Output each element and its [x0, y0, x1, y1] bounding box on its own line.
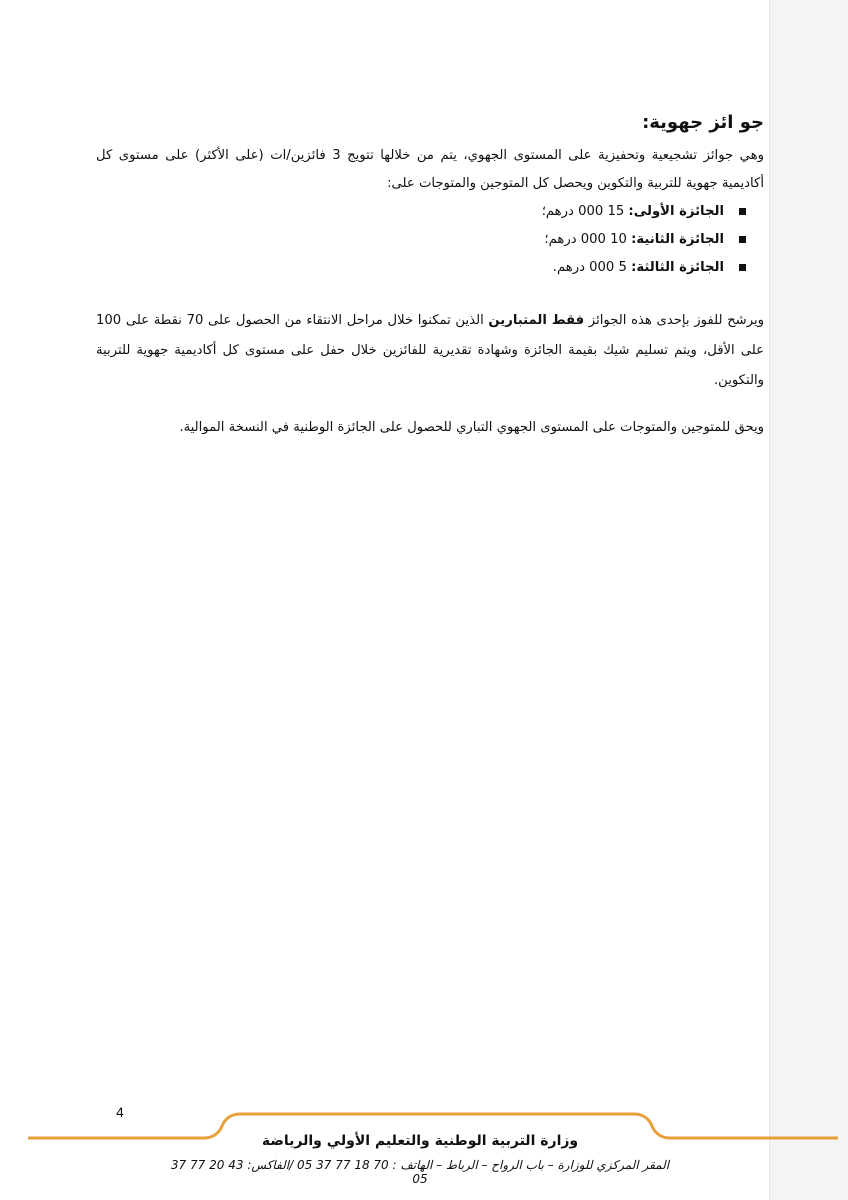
intro-paragraph: وهي جوائز تشجيعية وتحفيزية على المستوى الجهوي، يتم من خلالها تتويج 3 فائزين/ات (على الأكثر) على مستوى كل أكاديمية جهوية للتربية والتكوين ويحصل كل المتوجين والمتوجات على: [96, 148, 764, 191]
prize-value: 5 000 درهم. [552, 260, 627, 275]
eligibility-paragraph [96, 306, 764, 396]
eligibility-text-end: الذين تمكنوا خلال مراحل الانتقاء من الحصول على 70 نقطة على 100 على الأقل، ويتم تسليم شيك بقيمة الجائزة وشهادة تقديرية للفائزين خلال حفل على مستوى كل أكاديمية جهوية للتربية والتكوين. [96, 313, 764, 388]
eligibility-text-start: ويرشح للفوز بإحدى هذه الجوائز [584, 313, 765, 328]
section-title: جو ائز جهوية: [642, 112, 764, 133]
ministry-address: المقر المركزي للوزارة – باب الرواح – الرباط – الهاتف : 70 18 77 37 05 /الفاكس: 43 20 77 37 05 [170, 1158, 670, 1186]
prize-value: 15 000 درهم؛ [541, 204, 625, 219]
bullet-icon [739, 264, 746, 271]
bullet-icon [739, 236, 746, 243]
prize-item-third [96, 254, 746, 282]
national-prize-note: ويحق للمتوجين والمتوجات على المستوى الجهوي التباري للحصول على الجائزة الوطنية في النسخة الموالية. [179, 420, 764, 435]
eligibility-emphasis: فقط المتبارين [488, 313, 585, 328]
bullet-icon [739, 208, 746, 215]
page-number: 4 [116, 1104, 124, 1120]
prize-value: 10 000 درهم؛ [544, 232, 627, 247]
prize-label: الجائزة الثالثة: [631, 260, 724, 275]
prize-item-second [96, 226, 746, 254]
prize-item-first [96, 198, 746, 226]
prize-label: الجائزة الأولى: [628, 204, 724, 219]
document-body [96, 110, 764, 442]
prize-list [96, 198, 764, 282]
page-edge-shade [769, 0, 848, 1200]
prize-label: الجائزة الثانية: [631, 232, 724, 247]
ministry-name: وزارة التربية الوطنية والتعليم الأولي والرياضة [261, 1133, 579, 1149]
